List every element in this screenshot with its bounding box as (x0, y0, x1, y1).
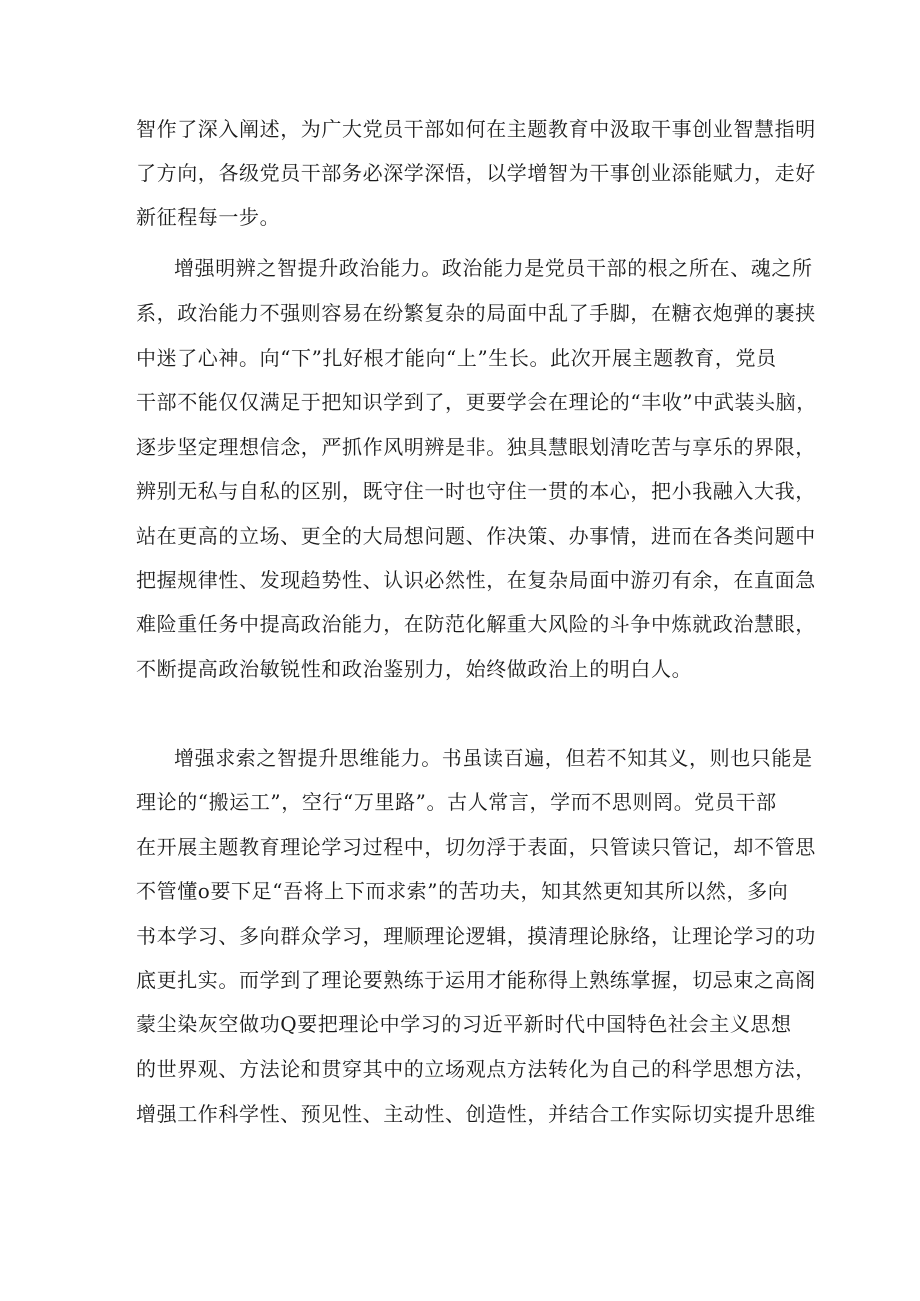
text-line: 不管懂o要下足“吾将上下而求索”的苦功夫，知其然更知其所以然，多向 (136, 879, 789, 903)
text-line: 辨别无私与自私的区别，既守住一时也守住一贯的本心，把小我融入大我， (136, 479, 816, 503)
text-line: 中迷了心神。向“下”扎好根才能向“上”生长。此次开展主题教育，党员 (136, 346, 777, 370)
paragraph-first-line: 增强求索之智提升思维能力。书虽读百遍，但若不知其义，则也只能是 (174, 746, 813, 770)
text-line: 难险重任务中提高政治能力，在防范化解重大风险的斗争中炼就政治慧眼， (136, 612, 816, 636)
text-line: 站在更高的立场、更全的大局想问题、作决策、办事情，进而在各类问题中 (136, 524, 816, 548)
text-line: 了方向，各级党员干部务必深学深悟，以学增智为干事创业添能赋力，走好 (136, 161, 816, 185)
text-line: 新征程每一步。 (136, 205, 281, 229)
text-line: 在开展主题教育理论学习过程中，切勿浮于表面，只管读只管记，却不管思 (136, 835, 816, 859)
text-line: 理论的“搬运工”，空行“万里路”。古人常言，学而不思则罔。党员干部 (136, 790, 777, 814)
text-line: 把握规律性、发现趋势性、认识必然性，在复杂局面中游刃有余，在直面急 (136, 568, 816, 592)
text-line: 书本学习、多向群众学习，理顺理论逻辑，摸清理论脉络，让理论学习的功 (136, 924, 816, 948)
text-line: 不断提高政治敏锐性和政治鉴别力，始终做政治上的明白人。 (136, 657, 693, 681)
paragraph-first-line: 增强明辨之智提升政治能力。政治能力是党员干部的根之所在、魂之所 (174, 256, 813, 280)
text-line: 智作了深入阐述，为广大党员干部如何在主题教育中汲取干事创业智慧指明 (136, 117, 816, 141)
text-line: 系，政治能力不强则容易在纷繁复杂的局面中乱了手脚，在糖衣炮弹的裹挟 (136, 301, 816, 325)
text-line: 逐步坚定理想信念，严抓作风明辨是非。独具慧眼划清吃苦与享乐的界限， (136, 435, 816, 459)
text-line: 蒙尘染灰空做功Q要把理论中学习的习近平新时代中国特色社会主义思想 (136, 1012, 792, 1036)
text-line: 干部不能仅仅满足于把知识学到了，更要学会在理论的“丰收”中武装头脑， (136, 390, 817, 414)
text-line: 增强工作科学性、预见性、主动性、创造性，并结合工作实际切实提升思维 (136, 1102, 816, 1126)
text-line: 的世界观、方法论和贯穿其中的立场观点方法转化为自己的科学思想方法， (136, 1057, 816, 1081)
text-line: 底更扎实。而学到了理论要熟练于运用才能称得上熟练掌握，切忌束之高阁 (136, 968, 816, 992)
